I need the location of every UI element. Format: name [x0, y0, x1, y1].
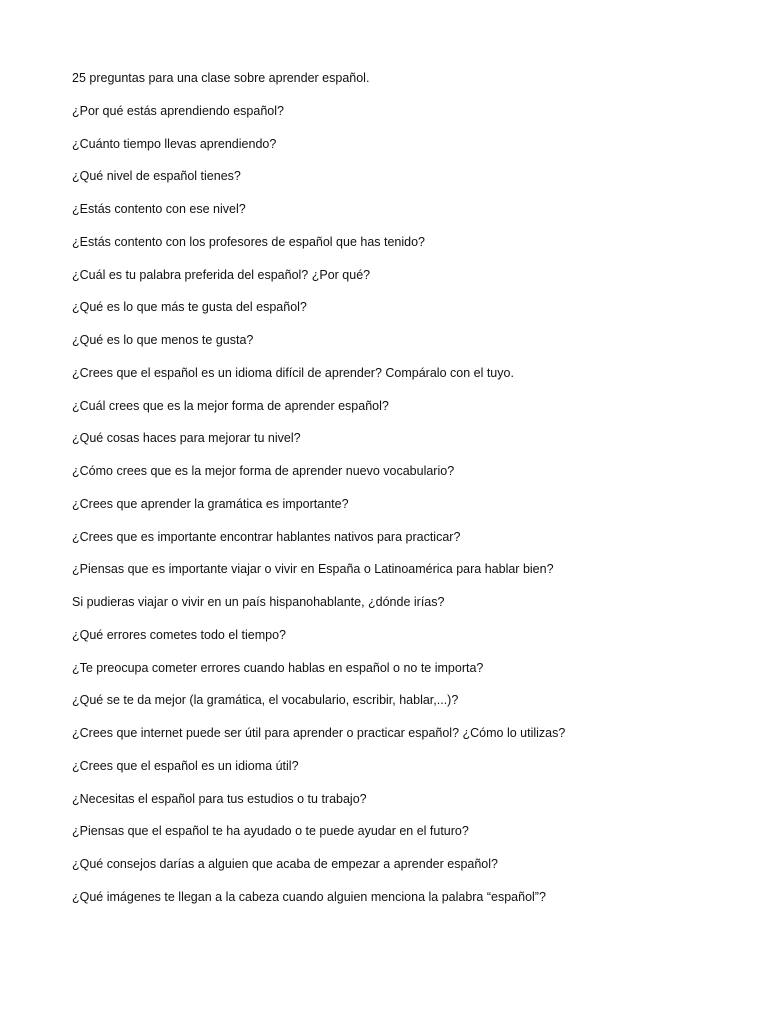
question-11: ¿Qué cosas haces para mejorar tu nivel? — [72, 431, 301, 446]
question-21: ¿Crees que el español es un idioma útil? — [72, 758, 299, 773]
question-23: ¿Piensas que el español te ha ayudado o te puede ayudar en el futuro? — [72, 824, 469, 839]
question-25: ¿Qué imágenes te llegan a la cabeza cuando alguien menciona la palabra “español”? — [72, 889, 546, 904]
question-17: ¿Qué errores cometes todo el tiempo? — [72, 627, 286, 642]
question-4: ¿Estás contento con ese nivel? — [72, 202, 246, 216]
question-6: ¿Cuál es tu palabra preferida del español? ¿Por qué? — [72, 267, 371, 282]
question-19: ¿Qué se te da mejor (la gramática, el vocabulario, escribir, hablar,...)? — [72, 693, 459, 708]
question-14: ¿Crees que es importante encontrar hablantes nativos para practicar? — [72, 529, 461, 544]
question-1: ¿Por qué estás aprendiendo español? — [72, 103, 284, 118]
question-10: ¿Cuál crees que es la mejor forma de aprender español? — [72, 398, 389, 413]
question-8: ¿Qué es lo que menos te gusta? — [72, 333, 254, 347]
question-9: ¿Crees que el español es un idioma difícil de aprender? Compáralo con el tuyo. — [72, 365, 514, 380]
question-5: ¿Estás contento con los profesores de español que has tenido? — [72, 234, 426, 249]
document-body — [72, 68, 712, 920]
question-16: Si pudieras viajar o vivir en un país hispanohablante, ¿dónde irías? — [72, 595, 445, 609]
question-24: ¿Qué consejos darías a alguien que acaba de empezar a aprender español? — [72, 857, 498, 871]
question-12: ¿Cómo crees que es la mejor forma de aprender nuevo vocabulario? — [72, 464, 455, 478]
question-7: ¿Qué es lo que más te gusta del español? — [72, 300, 307, 315]
document-title: 25 preguntas para una clase sobre aprender español. — [72, 71, 370, 85]
question-13: ¿Crees que aprender la gramática es importante? — [72, 496, 349, 511]
question-22: ¿Necesitas el español para tus estudios o tu trabajo? — [72, 791, 367, 806]
question-2: ¿Cuánto tiempo llevas aprendiendo? — [72, 136, 277, 151]
question-15: ¿Piensas que es importante viajar o vivir en España o Latinoamérica para hablar bien? — [72, 562, 554, 577]
question-3: ¿Qué nivel de español tienes? — [72, 169, 241, 184]
question-20: ¿Crees que internet puede ser útil para aprender o practicar español? ¿Cómo lo utilizas? — [72, 726, 566, 740]
question-18: ¿Te preocupa cometer errores cuando hablas en español o no te importa? — [72, 660, 484, 675]
